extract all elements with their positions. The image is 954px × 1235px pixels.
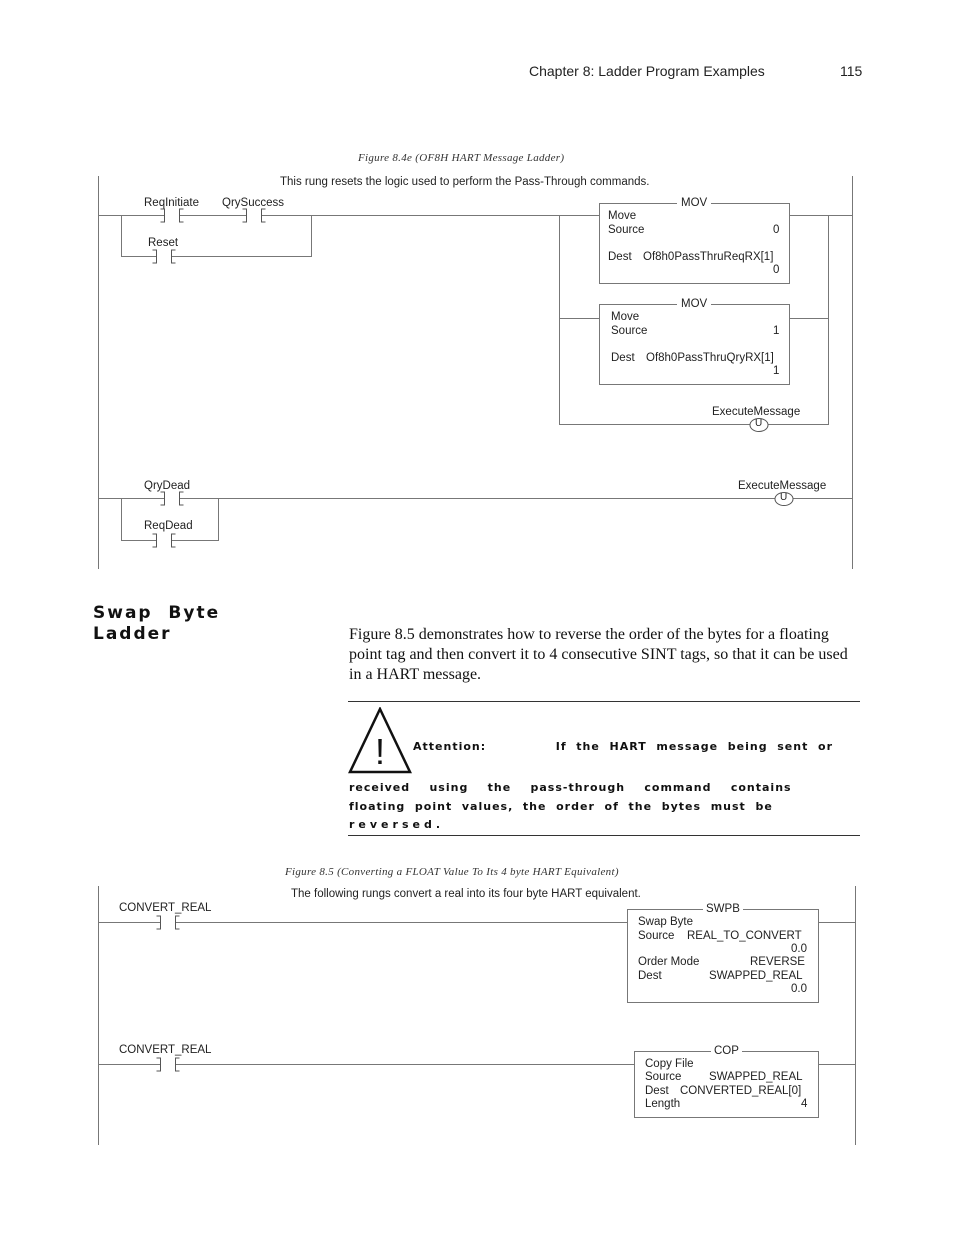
- dest-value: 0: [773, 264, 780, 276]
- source-value: 1: [773, 325, 780, 337]
- instruction-name: Swap Byte: [638, 916, 693, 928]
- warning-triangle-icon: [348, 707, 412, 775]
- svg-text:!: !: [374, 731, 386, 772]
- dest-value: 1: [773, 365, 780, 377]
- contact-label: Reset: [148, 237, 179, 249]
- attention-text: reversed.: [349, 818, 445, 831]
- rung-comment: This rung resets the logic used to perform the Pass-Through commands.: [280, 176, 650, 188]
- dest-label: Dest: [608, 251, 632, 263]
- contact-label: QryDead: [144, 480, 191, 492]
- dest-tag: Of8h0PassThruReqRX[1]: [643, 251, 774, 263]
- contact-label: CONVERT_REAL: [119, 902, 212, 914]
- coil-symbol: U: [780, 492, 788, 503]
- ladder-diagram-1: [0, 0, 954, 600]
- chapter-title: Chapter 8: Ladder Program Examples: [529, 63, 765, 79]
- attention-bottom-rule: [348, 835, 860, 836]
- contact-label: ReqDead: [144, 520, 193, 532]
- dest-tag: CONVERTED_REAL[0]: [680, 1085, 802, 1097]
- source-label: Source: [638, 930, 675, 942]
- page-number: 115: [840, 63, 863, 79]
- coil-label: ExecuteMessage: [712, 406, 801, 418]
- instruction-title: COP: [714, 1045, 739, 1057]
- source-value: 0.0: [791, 943, 807, 955]
- source-tag: REAL_TO_CONVERT: [687, 930, 802, 942]
- dest-label: Dest: [611, 352, 635, 364]
- instruction-name: Move: [611, 311, 640, 323]
- source-tag: SWAPPED_REAL: [709, 1071, 803, 1083]
- contact-label: CONVERT_REAL: [119, 1044, 212, 1056]
- dest-label: Dest: [645, 1085, 669, 1097]
- attention-text: floating point values, the order of the bytes must be: [349, 800, 773, 813]
- coil-symbol: U: [755, 418, 763, 429]
- rung-comment: The following rungs convert a real into its four byte HART equivalent.: [291, 888, 641, 900]
- attention-text: received using the pass-through command contains: [349, 781, 792, 794]
- figure-caption-2: Figure 8.5 (Converting a FLOAT Value To Its 4 byte HART Equivalent): [285, 866, 619, 878]
- order-mode-label: Order Mode: [638, 956, 700, 968]
- length-label: Length: [645, 1098, 681, 1110]
- section-heading-line: Swap Byte: [93, 603, 221, 623]
- source-value: 0: [773, 224, 780, 236]
- dest-label: Dest: [638, 970, 662, 982]
- coil-label: ExecuteMessage: [738, 480, 827, 492]
- attention-label: Attention:: [413, 740, 487, 753]
- instruction-title: SWPB: [706, 903, 740, 915]
- instruction-title: MOV: [681, 298, 708, 310]
- source-label: Source: [645, 1071, 682, 1083]
- dest-value: 0.0: [791, 983, 807, 995]
- section-heading-line: Ladder: [93, 624, 172, 644]
- contact-label: QrySuccess: [222, 197, 284, 209]
- instruction-title: MOV: [681, 197, 708, 209]
- instruction-name: Move: [608, 210, 637, 222]
- figure-caption-1: Figure 8.4e (OF8H HART Message Ladder): [358, 152, 565, 164]
- dest-tag: SWAPPED_REAL: [709, 970, 803, 982]
- length-value: 4: [801, 1098, 808, 1110]
- instruction-name: Copy File: [645, 1058, 694, 1070]
- attention-text: If the HART message being sent or: [555, 740, 833, 753]
- attention-top-rule: [348, 701, 860, 702]
- contact-label: ReqInitiate: [144, 197, 199, 209]
- source-label: Source: [608, 224, 645, 236]
- dest-tag: Of8h0PassThruQryRX[1]: [646, 352, 774, 364]
- section-heading: [93, 603, 220, 645]
- order-mode-value: REVERSE: [750, 956, 805, 968]
- ladder-diagram-2: [0, 880, 954, 1150]
- section-paragraph: Figure 8.5 demonstrates how to reverse the order of the bytes for a floating point tag and then convert it to 4 consecutive SINT tags, so that it can be used in a HART message.: [349, 626, 848, 683]
- attention-first-line: [413, 740, 833, 753]
- source-label: Source: [611, 325, 648, 337]
